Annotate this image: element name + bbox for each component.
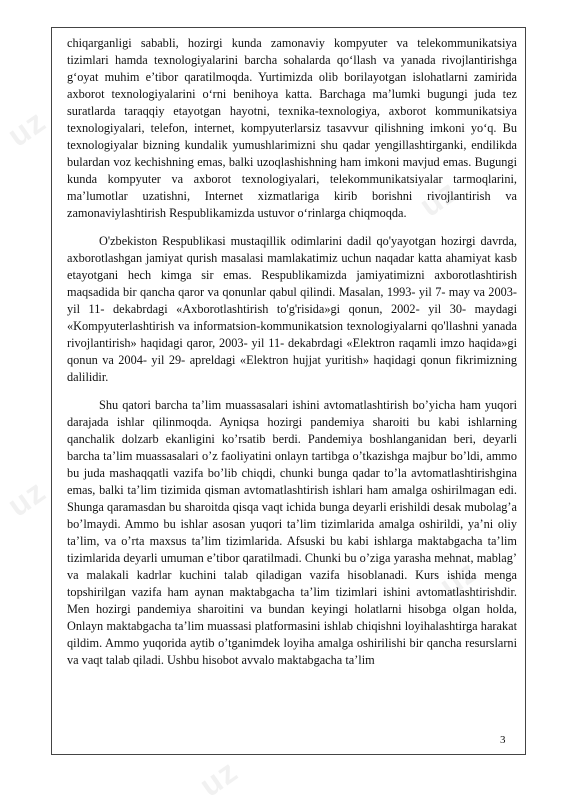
page-number: 3 (500, 734, 506, 746)
watermark: uz (432, 552, 485, 604)
paragraph: O'zbekiston Respublikasi mustaqillik odimlarini dadil qo'yayotgan hozirgi davrda, axborotlashgan jamiyat qurish masalasi mamlakatimiz uchun naqadar katta ahamiyat kasb etayotgani hech kimga sir emas. Respublikamizda jamiyatimizni axborotlashtirish maqsadida bir qancha qaror va qonunlar qabul qilindi. Masalan, 1993- yil 7- may va 2003- yil 11- dekabrdagi «Axborotlashtirish to'g'risida»gi qonun, 2002- yil 30- maydagi «Kompyuterlashtirish va informatsion-kommunikatsion texnologiyalarni qo'llashni yanada rivojlantirish» haqidagi qaror, 2003- yil 11- dekabrdagi «Elektron raqamli imzo haqida»gi qonun va 2004- yil 29- apreldagi «Elektron hujjat yuritish» haqidagi qonun fikrimizning dalilidir. (67, 234, 517, 384)
watermark: uz (0, 102, 53, 154)
paragraph: chiqarganligi sababli, hozirgi kunda zamonaviy kompyuter va telekommunikatsiya tizimlari hamda texnologiyalarini barcha sohalarda qo‘llash va yanada rivojlantirishga g‘oyat muhim e’tibor qaratilmoqda. Yurtimizda olib borilayotgan islohatlarni zamirida axborot texnologiyalarini o‘rni benihoya katta. Barchaga ma’lumki bugungi juda tez suratlarda taraqqiy etayotgan hayotni, texnika-texnologiya, axborot kommunikatsiya texnologiyalari, telefon, internet, kompyuterlarsiz tasavvur qilishning imkoni yo‘q. Bu texnologiyalar bizning kundalik yumushlarimizni shu qadar yengillashtirganki, endilikda bulardan voz kechishning emas, balki uzoqlashishning ham imkoni mavjud emas. Bugungi kunda kompyuter va axborot texnologiyalari, telekommunikatsiyalar tarmoqlarini, ma’lumotlar uzatishni, Internet xizmatlariga kirib borishni rivojlantirish va zamonaviylashtirish Respublikamizda ustuvor o‘rinlarga chiqmoqda. (67, 36, 517, 220)
watermark: uz (0, 472, 53, 524)
watermark: uz (192, 752, 245, 804)
watermark: uz (412, 172, 465, 224)
paragraph: Shu qatori barcha ta’lim muassasalari ishini avtomatlashtirish bo’yicha ham yuqori darajada ishlar qilinmoqda. Ayniqsa hozirgi pandemiya sharoiti bu kabi ishlarning qanchalik dolzarb ekanligini ko’rsatib berdi. Pandemiya boshlanganidan beri, deyarli barcha ta’lim muassasalari o’z faoliyatini onlayn tartibga o’tkazishga majbur bo’ldi, ammo bu juda mashaqqatli vazifa bo’lib chiqdi, chunki bunga qadar to’la avtomatlashtirishgina emas, balki ta’lim tizimida qisman avtomatlashtirish ishlari ham amalga oshirilmagan edi. Shunga qaramasdan bu sharoitda qisqa vaqt ichida bunga deyarli erishildi desak mubolag’a bo’lmaydi. Ammo bu ishlar asosan yuqori ta’lim tizimlarida amalga oshirildi, ya’ni oliy ta’lim, va o’rta maxsus ta’lim tizimlarida. Afsuski bu kabi ishlarga maktabgacha ta’lim tizimlarida deyarli umuman e’tibor qaratilmadi. Chunki bu o’ziga yarasha mehnat, mablag’ va malakali kadrlar kuchini talab qiladigan vazifa hisoblanadi. Kurs ishida menga topshirilgan vazifa ham aynan maktabgacha ta’lim tizimlari ishini avtomatlashtirishdir. Men hozirgi pandemiya sharoitini va bundan keyingi holatlarni hisobga olgan holda, Onlayn maktabgacha ta’lim muassasi platformasini ishlab chiqishni loyihalashtirga harakat qildim. Ammo yuqorida aytib o’tganimdek loyiha amalga oshirilishi bir qancha resurslarni va vaqt talab qiladi. Ushbu hisobot avvalo maktabgacha ta’lim (67, 398, 517, 667)
document-body (67, 35, 517, 669)
